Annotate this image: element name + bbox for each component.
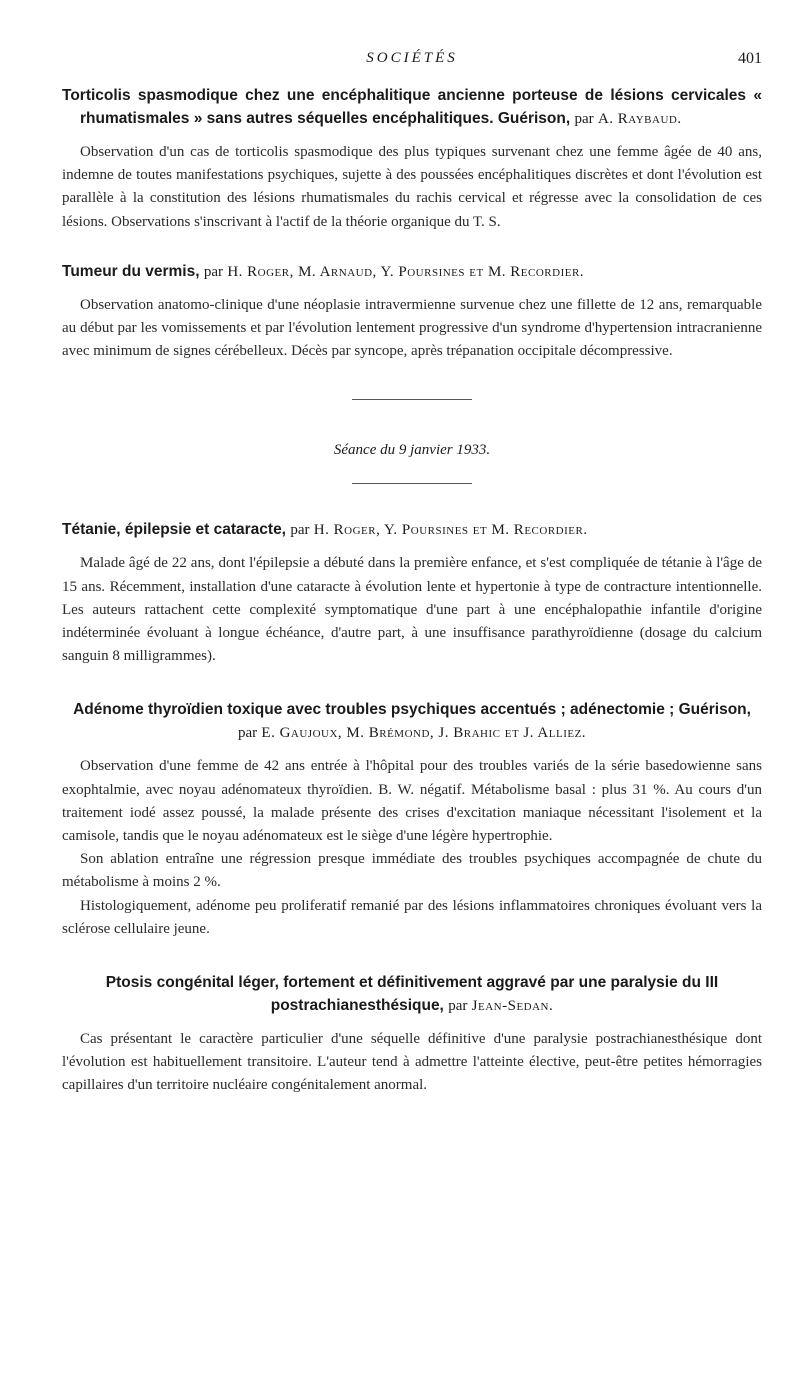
abstract-title [62, 84, 762, 131]
page-header [62, 50, 762, 74]
abstract-paragraph: Son ablation entraîne une régression presque immédiate des troubles psychiques accompagnée de chute du métabolisme à moins 2 %. [62, 851, 762, 891]
abstract-entry [62, 971, 762, 1098]
session-heading: Séance du 9 janvier 1933. [333, 442, 491, 459]
abstract-title-text: Torticolis spasmodique chez une encéphalitique ancienne porteuse de lésions cervicales « rhumatismales » sans autres séquelles encéphalitiques. Guérison, [62, 87, 762, 127]
abstract-authors: H. Roger, M. Arnaud, Y. Poursines et M. Recordier. [227, 263, 585, 280]
abstract-title-text: Adénome thyroïdien toxique avec troubles psychiques accentués ; adénectomie ; Guérison, [73, 701, 751, 719]
byline-by: par [203, 263, 223, 280]
byline-by: par [574, 111, 594, 127]
abstract-paragraph: Cas présentant le caractère particulier d'une séquelle définitive d'une paralysie postrachianesthésique dont l'évolution est habituellement transitoire. L'auteur tend à admettre l'atteinte élective, peut-être petites hémorragies capillaires d'un territoire nucléaire congénitalement anormal. [62, 1031, 762, 1094]
abstract-paragraph: Malade âgé de 22 ans, dont l'épilepsie a débuté dans la première enfance, et s'est compliquée de tétanie à l'âge de 15 ans. Récemment, installation d'une cataracte à évolution lente et hypertonie à type de contracture intentionnelle. Les auteurs rattachent cette complexité symptomatique d'une part à une encéphalopathie infantile d'origine indéterminée évoluant à longue échéance, d'autre part, à une insuffisance parathyroïdienne (dosage du calcium sanguin 8 milligrammes). [62, 555, 762, 665]
abstract-authors: A. Raybaud. [597, 111, 682, 127]
abstract-entry [62, 260, 762, 364]
abstract-authors: Jean-Sedan. [471, 998, 554, 1015]
byline-by: par [290, 522, 310, 539]
abstract-paragraph: Observation d'un cas de torticolis spasmodique des plus typiques survenant chez une femme âgée de 40 ans, indemne de toutes manifestations psychiques, sujette à des poussées encéphalitiques discrètes et dont l'évolution est parallèle à la constitution des lésions rhumatismales du rachis cervical et régresse avec la consolidation de ces lésions. Observations s'inscrivant à l'actif de la théorie organique du T. S. [62, 144, 762, 230]
abstract-entry [62, 698, 762, 941]
abstract-title [62, 518, 762, 542]
abstract-paragraph: Observation d'une femme de 42 ans entrée à l'hôpital pour des troubles variés de la série basedowienne sans exophtalmie, avec noyau adénomateux thyroïdien. B. W. négatif. Métabolisme basal : plus 31 %. Au cours d'un traitement iodé assez poussé, la malade présente des crises d'excitation maniaque nécessitant l'isolement et la camisole, tandis que le noyau adénomateux est le siège d'une légère hypertrophie. [62, 758, 762, 845]
running-head: SOCIÉTÉS [366, 50, 458, 66]
abstract-authors: H. Roger, Y. Poursines et M. Recordier. [313, 522, 588, 539]
byline-by: par [237, 725, 258, 742]
abstract-entry [62, 84, 762, 234]
abstract-entry [62, 518, 762, 668]
page-number: 401 [738, 50, 762, 67]
abstract-title-text: Ptosis congénital léger, fortement et définitivement aggravé par une paralysie du III postrachianesthésique, [105, 974, 719, 1015]
abstract-paragraph: Histologiquement, adénome peu proliferatif remanié par des lésions inflammatoires chroniques évoluant vers la sclérose cellulaire jeune. [62, 897, 762, 937]
abstract-authors: E. Gaujoux, M. Brémond, J. Brahic et J. Alliez. [261, 725, 587, 742]
abstract-title-text: Tumeur du vermis, [62, 262, 200, 280]
abstract-paragraph: Observation anatomo-clinique d'une néoplasie intravermienne survenue chez une fillette de 12 ans, remarquable au début par les vomissements et par l'évolution lentement progressive d'un syndrome d'hypertension intracranienne avec minimum de signes cérébelleux. Décès par syncope, après trépanation occipitale décompressive. [62, 296, 762, 360]
abstract-title [62, 971, 762, 1018]
article-column [62, 84, 762, 1098]
abstract-title [62, 260, 762, 284]
abstract-title [62, 698, 762, 745]
byline-by: par [448, 998, 468, 1015]
abstract-title-text: Tétanie, épilepsie et cataracte, [62, 521, 286, 539]
